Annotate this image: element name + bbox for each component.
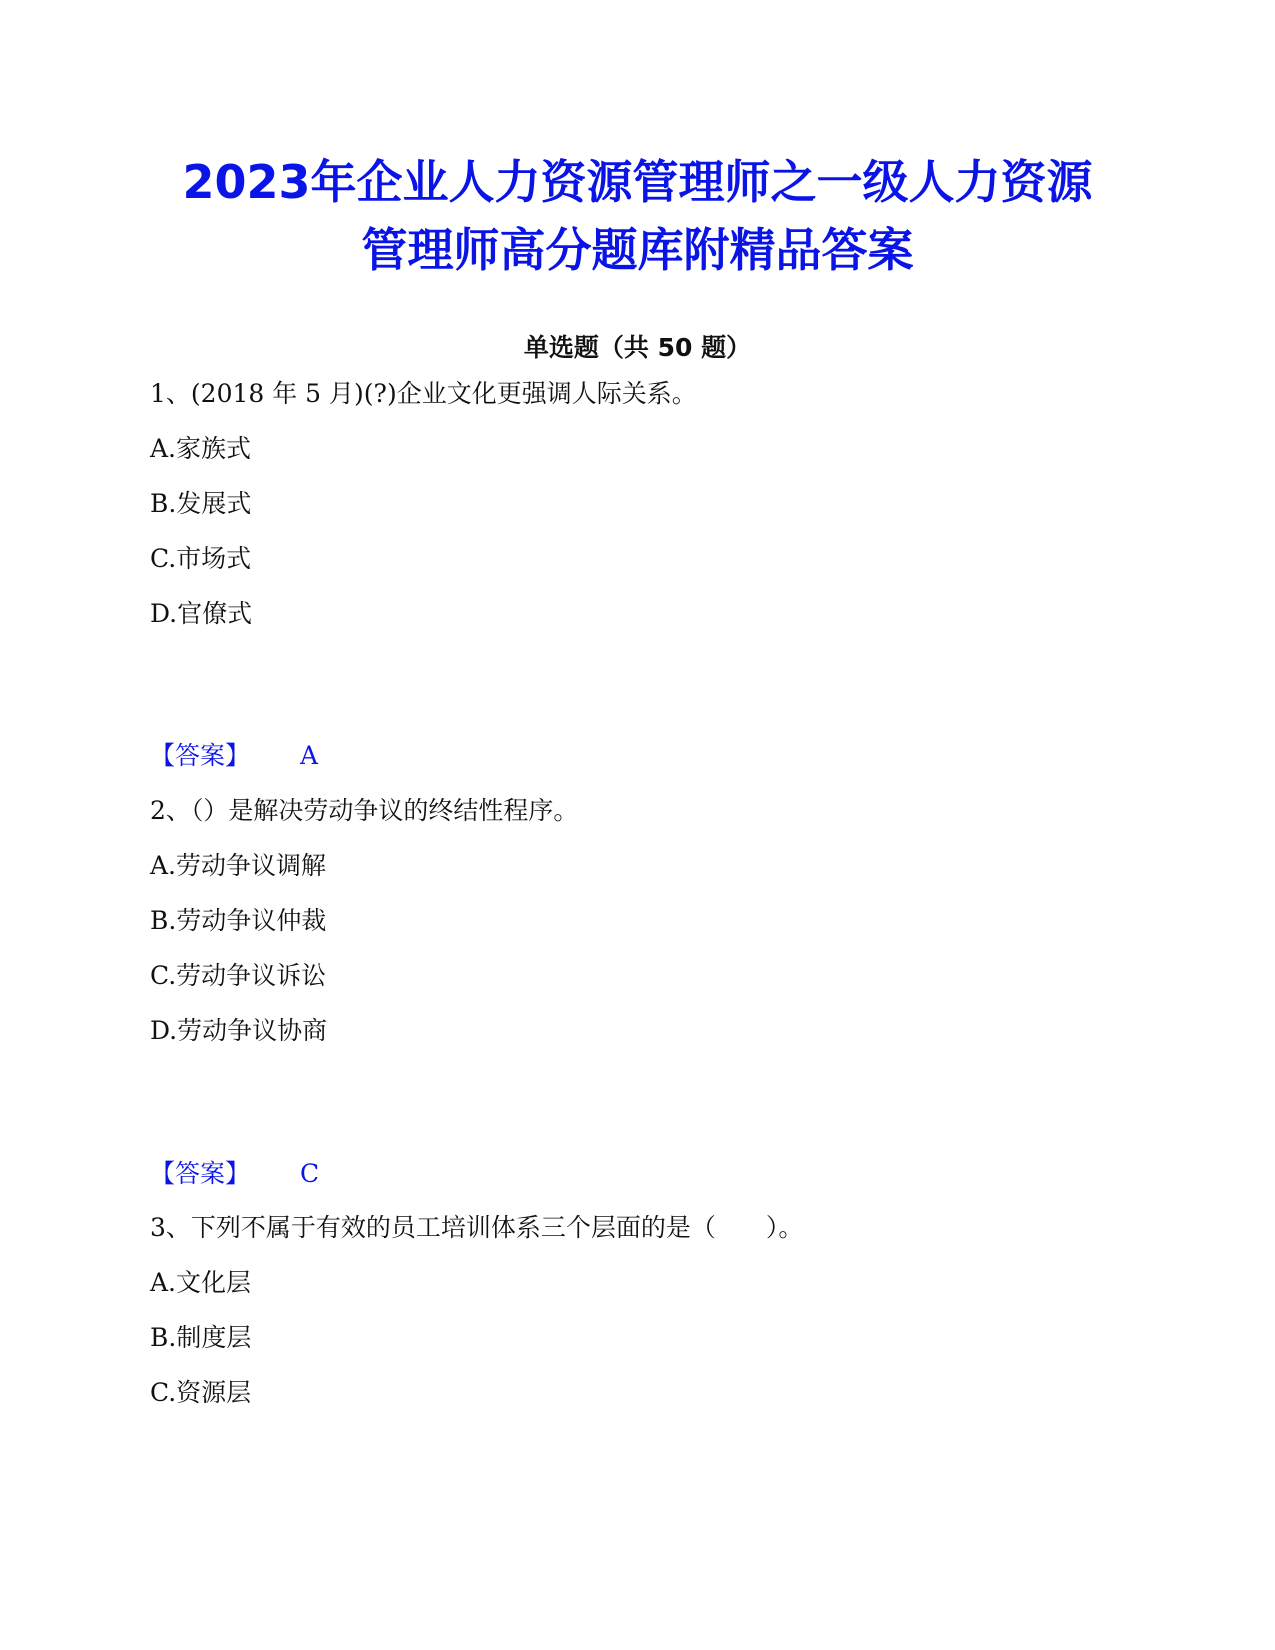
question-2-option-c: C.劳动争议诉讼: [150, 961, 327, 990]
question-2-answer: [150, 1156, 319, 1192]
question-1-option-b: B.发展式: [150, 489, 252, 518]
question-3-option-b: B.制度层: [150, 1323, 252, 1352]
question-2-option-a: A.劳动争议调解: [150, 851, 327, 880]
question-1-option-a: A.家族式: [150, 434, 252, 463]
question-1-option-c: C.市场式: [150, 544, 252, 573]
question-1-answer: [150, 738, 318, 774]
answer-value: C: [300, 1159, 320, 1188]
answer-label: 【答案】: [150, 741, 251, 770]
question-3-option-c: C.资源层: [150, 1378, 252, 1407]
question-1-option-d: D.官僚式: [150, 599, 253, 628]
question-3-stem: 3、下列不属于有效的员工培训体系三个层面的是（ ）。: [150, 1213, 804, 1242]
answer-value: A: [300, 741, 319, 770]
question-3-option-a: A.文化层: [150, 1268, 252, 1297]
document-title: [100, 148, 1175, 284]
answer-label: 【答案】: [150, 1159, 251, 1188]
question-1-stem: 1、(2018 年 5 月)(?)企业文化更强调人际关系。: [150, 379, 697, 408]
document-title-line-1: 2023年企业人力资源管理师之一级人力资源: [182, 155, 1093, 209]
question-2-option-d: D.劳动争议协商: [150, 1016, 328, 1045]
question-2-stem: 2、（）是解决劳动争议的终结性程序。: [150, 796, 579, 825]
section-heading: 单选题（共 50 题）: [523, 333, 752, 362]
question-2-option-b: B.劳动争议仲裁: [150, 906, 327, 935]
document-title-line-2: 管理师高分题库附精品答案: [361, 223, 914, 277]
